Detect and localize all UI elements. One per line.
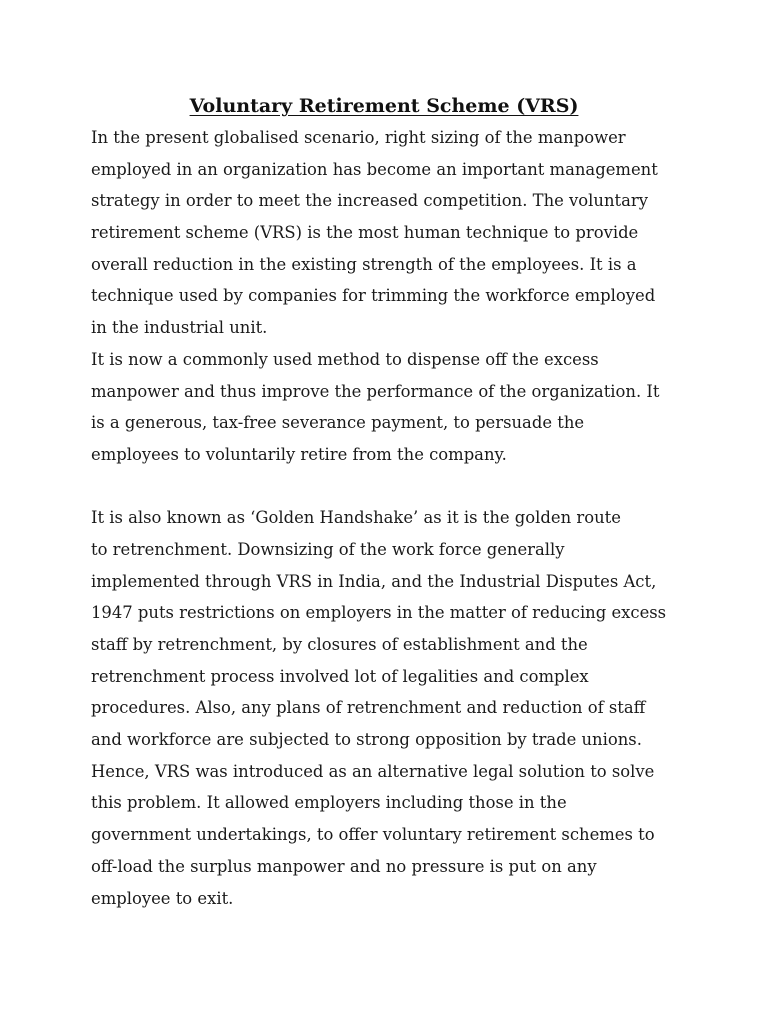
text-line: manpower and thus improve the performance of the organization. It <box>91 381 660 401</box>
text-line: employees to voluntarily retire from the company. <box>91 444 507 464</box>
text-line: in the industrial unit. <box>91 318 268 338</box>
text-line: off-load the surplus manpower and no pressure is put on any <box>91 856 597 876</box>
text-line: In the present globalised scenario, right sizing of the manpower <box>91 128 626 147</box>
text-line: staff by retrenchment, by closures of establishment and the <box>91 635 588 654</box>
text-line: Hence, VRS was introduced as an alternative legal solution to solve <box>91 761 655 781</box>
text-line: technique used by companies for trimming the workforce employed <box>91 286 656 306</box>
paragraph-1 <box>91 122 701 344</box>
text-line: employed in an organization has become an important management <box>91 159 658 179</box>
text-line: employee to exit. <box>91 888 234 908</box>
text-line: this problem. It allowed employers including those in the <box>91 793 567 813</box>
paragraph-2 <box>91 344 701 471</box>
document-body <box>91 122 701 914</box>
text-line: 1947 puts restrictions on employers in the matter of reducing excess <box>91 603 667 623</box>
text-line: is a generous, tax-free severance payment, to persuade the <box>91 413 585 433</box>
paragraph-spacer <box>91 471 701 503</box>
text-line: overall reduction in the existing strength of the employees. It is a <box>91 254 637 274</box>
text-line: and workforce are subjected to strong opposition by trade unions. <box>91 730 642 750</box>
text-line: retrenchment process involved lot of legalities and complex <box>91 666 589 686</box>
text-line: to retrenchment. Downsizing of the work force generally <box>91 539 565 559</box>
text-line: implemented through VRS in India, and the Industrial Disputes Act, <box>91 571 657 591</box>
text-line: retirement scheme (VRS) is the most human technique to provide <box>91 223 639 243</box>
text-line: It is also known as ‘Golden Handshake’ as it is the golden route <box>91 508 621 528</box>
document-title: Voluntary Retirement Scheme (VRS) <box>189 95 579 117</box>
text-line: government undertakings, to offer voluntary retirement schemes to <box>91 825 655 845</box>
text-line: It is now a commonly used method to dispense off the excess <box>91 349 599 369</box>
text-line: strategy in order to meet the increased competition. The voluntary <box>91 191 648 211</box>
text-line: procedures. Also, any plans of retrenchment and reduction of staff <box>91 698 646 718</box>
paragraph-3 <box>91 502 701 914</box>
